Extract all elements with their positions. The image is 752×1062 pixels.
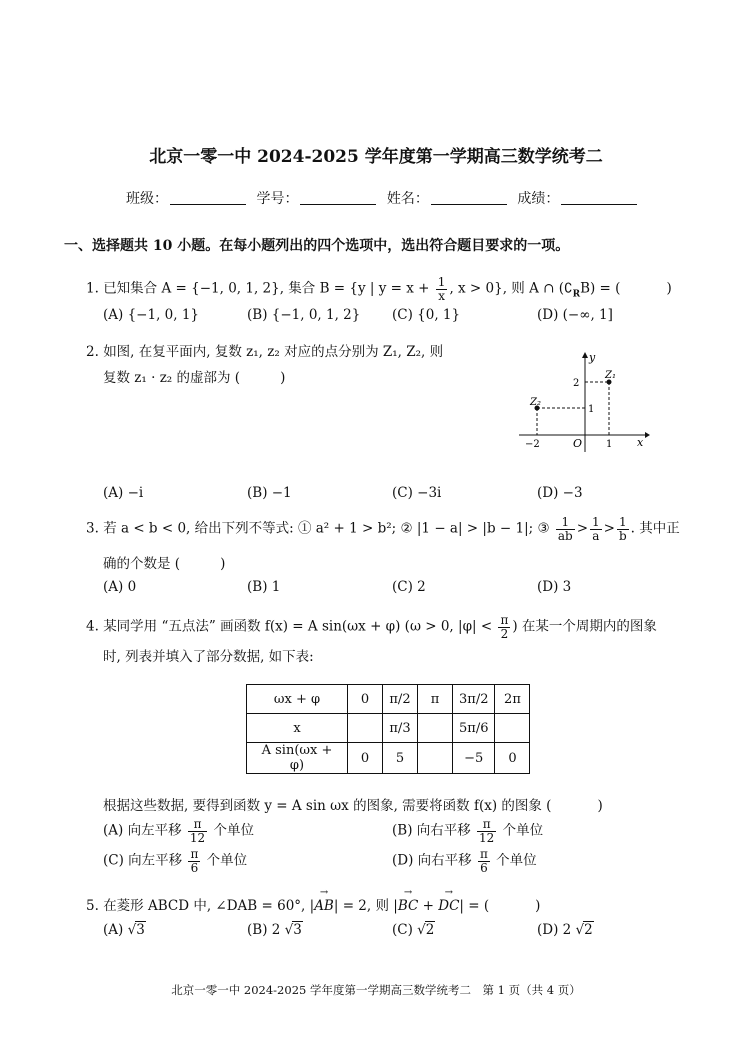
option-d: (D) 2 √2 [537, 922, 593, 938]
paren-close: ) [597, 798, 603, 814]
option-a: (A) {−1, 0, 1} [103, 307, 199, 323]
denominator: 12 [479, 830, 495, 845]
question-2-line2 [103, 366, 285, 386]
symbol: + [422, 898, 434, 914]
table-cell: 0 [348, 743, 383, 774]
option-b: (B) 2 √3 [247, 922, 302, 938]
paren-close: ) [220, 556, 226, 572]
question-text: 在菱形 ABCD 中, ∠DAB = 60°, | [103, 898, 315, 914]
numerator: 1 [556, 516, 575, 530]
x-label: x [637, 436, 644, 449]
numerator: π [477, 818, 496, 832]
table-row [247, 714, 530, 743]
section-heading: 一、选择题共 10 小题。在每小题列出的四个选项中，选出符合题目要求的一项。 [64, 238, 570, 254]
id-blank [300, 190, 376, 205]
denominator: a [592, 528, 600, 543]
radicand: 3 [293, 922, 302, 938]
class-blank [170, 190, 246, 205]
name-blank [431, 190, 507, 205]
table-cell: 0 [348, 685, 383, 714]
question-text: 确的个数是 ( [103, 556, 181, 572]
option-text: 个单位 [213, 822, 254, 839]
question-4-line3 [103, 794, 603, 814]
option-d [392, 848, 537, 874]
question-text: 某同学用 “五点法” 画函数 f(x) = A sin(ωx + φ) (ω > 0, |φ| < [103, 618, 493, 635]
vector-dc: → DC [438, 898, 459, 914]
option-text: (D) 2 [537, 922, 572, 938]
table-cell: 2π [495, 685, 530, 714]
table-cell: ωx + φ [247, 685, 348, 714]
id-label: 学号： [256, 191, 299, 207]
table-cell: 0 [495, 743, 530, 774]
option-text: 个单位 [496, 852, 537, 869]
fraction [590, 516, 602, 542]
option-a [103, 818, 254, 844]
y-label: y [589, 351, 596, 364]
denominator: 2 [500, 626, 509, 641]
radicand: 2 [584, 922, 593, 938]
paren-close: ) [280, 370, 286, 386]
option-text: (A) 向左平移 [103, 822, 182, 839]
fraction [617, 516, 629, 542]
table-cell: x [247, 714, 348, 743]
option-c: (C) −3i [392, 485, 442, 501]
paren-close: ) [535, 898, 541, 914]
option-text: (C) [392, 922, 413, 938]
table-cell: 5 [383, 743, 418, 774]
table-cell [418, 714, 453, 743]
origin-label: O [573, 437, 583, 450]
question-number: 2. [86, 344, 99, 360]
question-3 [86, 516, 680, 542]
option-c: (C) √2 [392, 922, 435, 938]
numerator: 1 [617, 516, 629, 530]
x-arrow [645, 432, 650, 438]
option-d: (D) 3 [537, 579, 572, 595]
five-point-table [246, 684, 530, 774]
option-text: (B) 2 [247, 922, 281, 938]
numerator: π [479, 847, 488, 861]
fraction [477, 818, 496, 844]
table-cell: −5 [453, 743, 495, 774]
fraction [478, 848, 490, 874]
option-a: (A) √3 [103, 922, 145, 938]
denominator: x [438, 288, 445, 303]
subscript: R [572, 289, 581, 300]
option-b [392, 818, 543, 844]
option-d: (D) (−∞, 1] [537, 307, 613, 323]
question-text: | = 2, 则 | [333, 898, 398, 914]
question-3-line2 [103, 552, 225, 572]
table-cell: 5π/6 [453, 714, 495, 743]
table-cell: π [418, 685, 453, 714]
denominator: 6 [190, 860, 199, 875]
option-text: (A) [103, 922, 124, 938]
question-text: . 其中正 [630, 520, 680, 537]
fraction [498, 614, 510, 640]
tick-y2: 2 [573, 378, 580, 389]
paren-close: ) [666, 280, 672, 297]
question-text: 如图, 在复平面内, 复数 z₁, z₂ 对应的点分别为 Z₁, Z₂, 则 [103, 344, 444, 360]
denominator: 12 [189, 830, 206, 845]
table-cell [418, 743, 453, 774]
question-text: ) 在某一个周期内的图象 [512, 618, 657, 635]
symbol: > [603, 520, 615, 537]
question-text: | = ( [459, 898, 490, 914]
student-info-line [126, 188, 643, 208]
option-text: 个单位 [206, 852, 248, 869]
numerator: π [500, 613, 509, 627]
table-cell: 3π/2 [453, 685, 495, 714]
question-text: 复数 z₁ · z₂ 的虚部为 ( [103, 370, 241, 386]
fraction [188, 848, 200, 874]
option-c: (C) {0, 1} [392, 307, 461, 323]
score-label: 成绩： [517, 191, 560, 207]
question-1 [86, 276, 672, 302]
name-label: 姓名： [386, 191, 429, 207]
fraction [556, 516, 575, 542]
option-c [103, 848, 247, 874]
score-blank [561, 190, 637, 205]
question-number: 3. [86, 520, 99, 537]
option-b: (B) 1 [247, 579, 281, 595]
option-a: (A) −i [103, 485, 144, 501]
class-label: 班级： [126, 191, 168, 207]
numerator: 1 [592, 515, 600, 529]
table-cell: π/2 [383, 685, 418, 714]
option-a: (A) 0 [103, 579, 137, 595]
option-text: (C) 向左平移 [103, 852, 183, 869]
table-cell: A sin(ωx + φ) [247, 743, 348, 774]
option-text: 个单位 [502, 822, 544, 839]
table-cell [348, 714, 383, 743]
numerator: π [190, 847, 199, 861]
question-number: 5. [86, 898, 99, 914]
question-text: , x > 0}, 则 A ∩ (∁ [449, 280, 573, 297]
question-4 [86, 614, 657, 640]
question-2 [86, 340, 443, 360]
option-d: (D) −3 [537, 485, 583, 501]
radicand: 3 [136, 922, 145, 938]
option-b: (B) {−1, 0, 1, 2} [247, 307, 361, 323]
table-cell [495, 714, 530, 743]
question-4-line2: 时, 列表并填入了部分数据, 如下表: [103, 649, 314, 665]
option-c: (C) 2 [392, 579, 426, 595]
option-text: (D) 向右平移 [392, 852, 472, 869]
table-row [247, 743, 530, 774]
y-arrow [582, 352, 588, 358]
question-5 [86, 894, 540, 914]
z2-label: Z₂ [530, 397, 541, 408]
radicand: 2 [425, 922, 435, 938]
table-cell: π/3 [383, 714, 418, 743]
option-text: (B) 向右平移 [392, 822, 471, 839]
symbol: > [576, 520, 589, 537]
numerator: 1 [437, 275, 446, 289]
denominator: 6 [480, 860, 488, 875]
denominator: ab [557, 528, 573, 543]
fraction [188, 818, 207, 844]
tick-x1: 1 [606, 439, 613, 450]
question-text: 已知集合 A = {−1, 0, 1, 2}, 集合 B = {y | y = x + [103, 280, 430, 297]
question-number: 4. [86, 618, 99, 635]
question-number: 1. [86, 280, 99, 297]
question-text: 根据这些数据, 要得到函数 y = A sin ωx 的图象, 需要将函数 f(x) 的图象 ( [103, 798, 552, 814]
page-footer: 北京一零一中 2024-2025 学年度第一学期高三数学统考二 第 1 页（共 4 页） [171, 983, 581, 997]
denominator: b [618, 528, 627, 543]
option-b: (B) −1 [247, 485, 292, 501]
vector-ab: → AB [314, 898, 334, 914]
tick-y1: 1 [588, 404, 595, 415]
question-text: B) = ( [580, 280, 621, 297]
table-row [247, 685, 530, 714]
z1-label: Z₁ [605, 370, 616, 381]
vector-bc: → BC [398, 898, 419, 914]
tick-xm2: −2 [525, 439, 540, 450]
complex-plane-graph [515, 350, 650, 455]
question-text: 若 a < b < 0, 给出下列不等式: ① a² + 1 > b²; ② |1 − a| > |b − 1|; ③ [103, 520, 550, 537]
fraction [436, 276, 448, 302]
page-title: 北京一零一中 2024-2025 学年度第一学期高三数学统考二 [149, 147, 603, 167]
numerator: π [188, 818, 207, 832]
